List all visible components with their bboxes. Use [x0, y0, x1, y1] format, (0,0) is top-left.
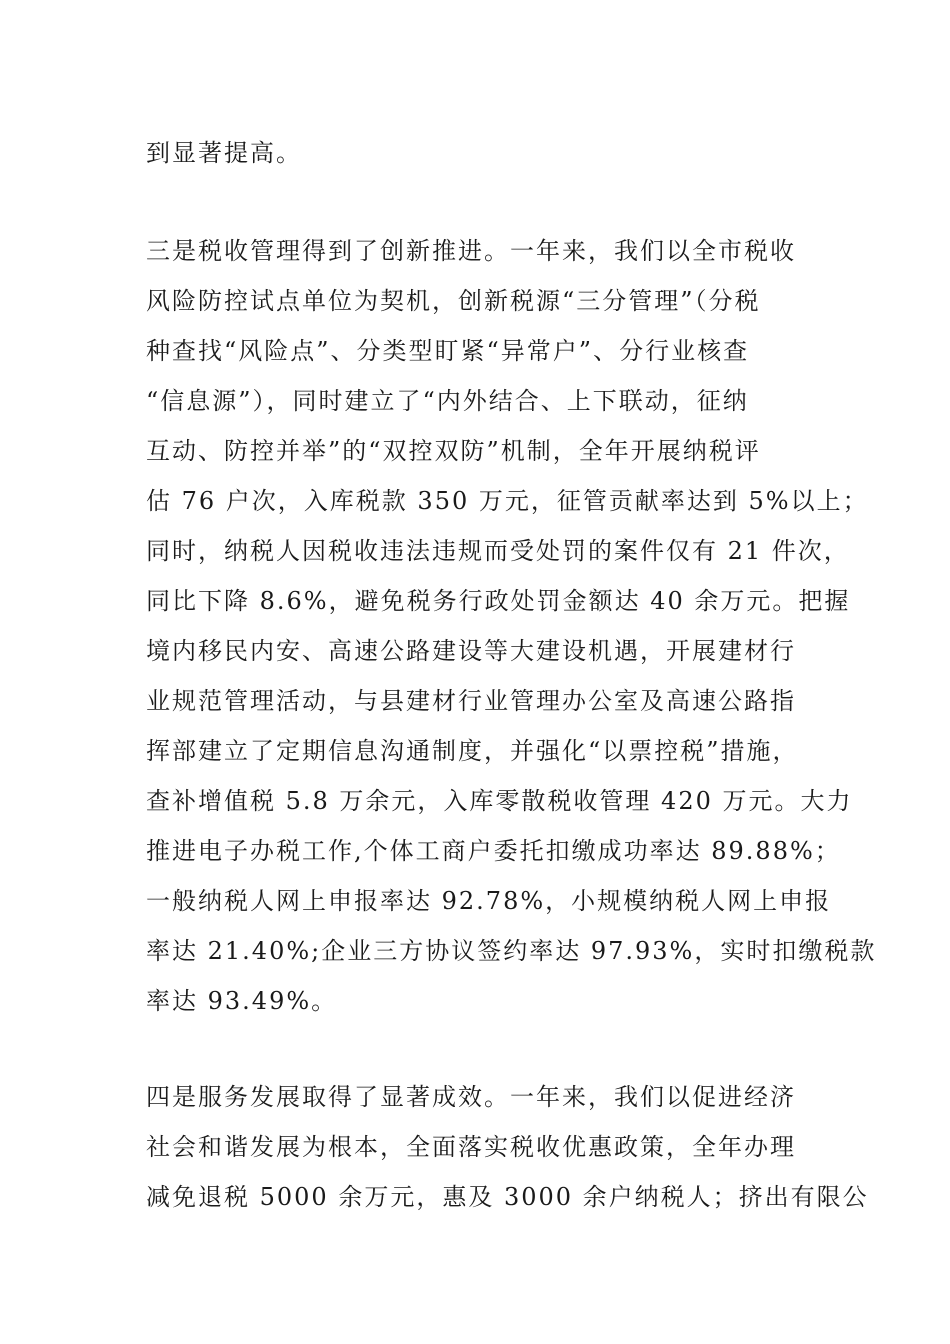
text-line: 同比下降 8.6%，避免税务行政处罚金额达 40 余万元。把握	[146, 587, 851, 615]
text-line: 率达 93.49%。	[146, 987, 338, 1015]
text-line: 率达 21.40%;企业三方协议签约率达 97.93%，实时扣缴税款	[146, 937, 877, 965]
text-line: 四是服务发展取得了显著成效。一年来，我们以促进经济	[146, 1083, 796, 1111]
text-line: 到显著提高。	[146, 139, 302, 167]
text-line: 查补增值税 5.8 万余元，入库零散税收管理 420 万元。大力	[146, 787, 853, 815]
text-line: 社会和谐发展为根本，全面落实税收优惠政策，全年办理	[146, 1133, 796, 1161]
text-line: 同时，纳税人因税收违法违规而受处罚的案件仅有 21 件次，	[146, 537, 850, 565]
text-line: 三是税收管理得到了创新推进。一年来，我们以全市税收	[146, 237, 796, 265]
text-line: 风险防控试点单位为契机，创新税源“三分管理”（分税	[146, 287, 761, 315]
text-line: 推进电子办税工作,个体工商户委托扣缴成功率达 89.88%；	[146, 837, 841, 865]
text-line: 估 76 户次，入库税款 350 万元，征管贡献率达到 5%以上；	[146, 487, 869, 515]
text-line: 种查找“风险点”、分类型盯紧“异常户”、分行业核查	[146, 337, 750, 365]
text-line: “信息源”），同时建立了“内外结合、上下联动，征纳	[146, 387, 749, 415]
text-line: 挥部建立了定期信息沟通制度，并强化“以票控税”措施，	[146, 737, 799, 765]
text-line: 一般纳税人网上申报率达 92.78%，小规模纳税人网上申报	[146, 887, 832, 915]
text-line: 境内移民内安、高速公路建设等大建设机遇，开展建材行	[146, 637, 796, 665]
text-line: 业规范管理活动，与县建材行业管理办公室及高速公路指	[146, 687, 796, 715]
text-line: 减免退税 5000 余万元，惠及 3000 余户纳税人；挤出有限公	[146, 1183, 869, 1211]
text-line: 互动、防控并举”的“双控双防”机制，全年开展纳税评	[146, 437, 761, 465]
